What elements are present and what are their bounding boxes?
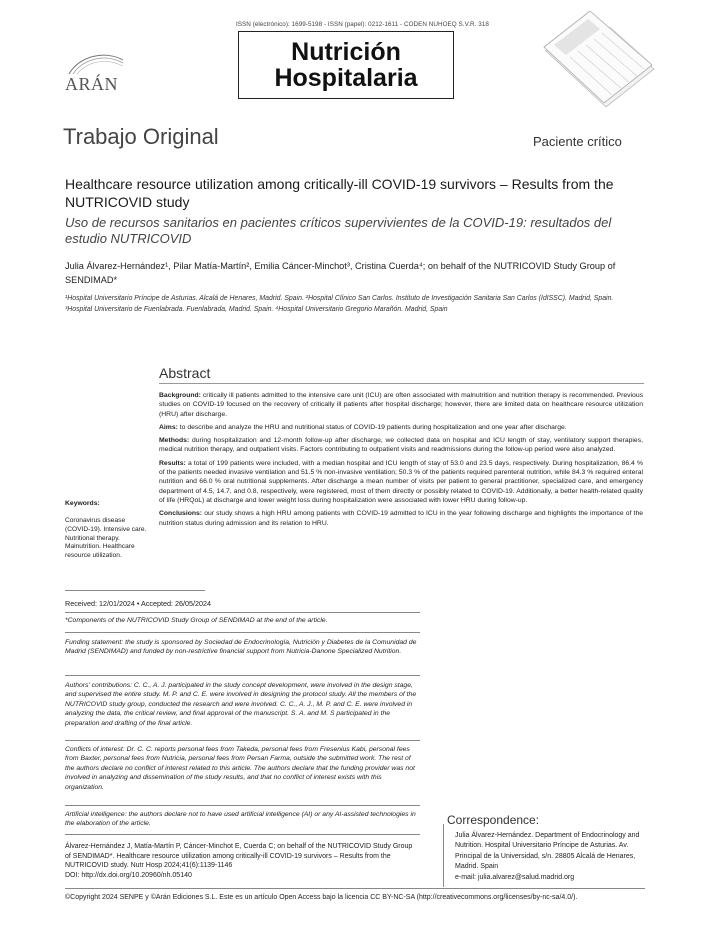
stacked-cover-icon [540,11,658,109]
notes-divider-6 [65,834,420,835]
correspondence-address: Julia Álvarez-Hernández. Department of Endocrinology and Nutrition. Hospital Universitario Príncipe de Asturias. Av. Principal de la Universidad, s/n. 28805 Alcalá de Henares, Madrid. Spain [455,832,640,871]
background-text: critically ill patients admitted to the intensive care unit (ICU) are often associated with malnutrition and nutrition therapy is recommended. Previous studies on COVID-19 focused on the recovery of critically ill patients after hospital discharge; however, there are limited data on healthcare resource utilization (HRU) after discharge. [159,392,643,418]
journal-title-line1: Nutrición [291,38,401,66]
author-list: Julia Álvarez-Hernández¹, Pilar Matía-Martín², Emilia Cáncer-Minchot³, Cristina Cuerda⁴; on behalf of the NUTRICOVID Study Group of SENDIMAD* [65,261,616,285]
arc-logo-icon [65,52,125,76]
abstract-methods [159,436,643,455]
abstract-background [159,391,643,419]
correspondence-heading: Correspondence: [447,813,540,827]
group-note: *Components of the NUTRICOVID Study Group of SENDIMAD at the end of the article. [65,617,328,624]
conclusions-text: our study shows a high HRU among patients with COVID-19 admitted to ICU in the year following discharge and highlights the importance of the nutrition status during admission and its relation to HRU. [159,510,644,527]
footer-divider [65,888,645,889]
conclusions-label: Conclusions: [159,510,203,518]
article-category: Paciente crítico [533,134,622,149]
publisher-logo [65,52,125,98]
citation-block [65,842,420,880]
correspondence-email[interactable]: e-mail: julia.alvarez@salud.madrid.org [455,873,575,881]
ai-statement: Artificial intelligence: the authors declare not to have used artificial intelligence (AI) or any AI-assisted technologies in the elaboration of the article. [65,811,416,828]
results-text: a total of 199 patients were included, with a median hospital and ICU length of stay of 53.0 and 23.5 days, respectively. During hospitalization, 86.4 % of the patients needed invasive ventilation and 51.5 % non-invasive ventilation; 50.3 % of the patients required parenteral nutrition, while 84.3 % required enteral nutrition and 66.0 % oral nutritional supplements. After discharge a mean number of visits per patient to general practitioner, specialized care, and emergency department of 4.5, 14.7, and 0.8, respectively, were registered, most of them directly or possibly related to COVID-19. Additionally, a better health-related quality of life (HRQoL) at discharge and lower weight loss during hospitalization were associated with lower HRU during follow-up. [159,459,644,505]
methods-text: during hospitalization and 12-month follow-up after discharge, we collected data on hospital and ICU length of stay, ventilatory support therapies, medical nutrition therapy, and outpatient visits. Factors contributing to outpatient visits and readmissions during the follow-up period were also analyzed. [159,437,643,454]
notes-divider-2 [65,632,420,633]
abstract-results [159,459,643,506]
conflicts-of-interest: Conflicts of interest: Dr. C. C. reports personal fees from Takeda, personal fees from Fresenius Kabi, personal fees from Baxter, personal fees from Nutricia, personal fees from Persan Farma, outside the submitted work. The rest of the authors declare no conflict of interest related to this article. The authors declare that the funding provider was not involved in analyzing and dissemination of the study results, and that no conflict of interest exists with this organization. [65,746,415,791]
abstract-divider [159,383,644,384]
notes-divider-1 [65,612,420,613]
journal-cover-image [540,11,658,109]
keywords-heading: Keywords: [65,500,100,507]
correspondence-divider [443,824,444,887]
funding-statement: Funding statement: the study is sponsored by Sociedad de Endocrinología, Nutrición y Diabetes de la Comunidad de Madrid (SENDIMAD) and funded by non-restrictive financial support from Nutricia-Danone Specialized Nutrition. [65,639,417,656]
notes-divider-4 [65,740,420,741]
results-label: Results: [159,459,186,467]
abstract-heading: Abstract [159,365,211,381]
notes-divider-3 [65,675,420,676]
article-title-english: Healthcare resource utilization among critically-ill COVID-19 survivors – Results from the NUTRICOVID study [65,176,614,210]
section-title: Trabajo Original [63,124,219,149]
copyright-notice: ©Copyright 2024 SENPE y ©Arán Ediciones S.L. Este es un artículo Open Access bajo la licencia CC BY-NC-SA (http://creativecommons.org/licenses/by-nc-sa/4.0/). [65,894,578,901]
background-label: Background: [159,392,201,399]
keywords-list: Coronavirus disease (COVID-19). Intensive care. Nutritional therapy. Malnutrition. Healthcare resource utilization. [65,517,147,560]
received-accepted-dates: Received: 12/01/2024 • Accepted: 26/05/2024 [65,599,211,608]
author-contributions: Authors' contributions: C. C., A. J. participated in the study concept development, were involved in the design stage, and supervised the entire study. M. P. and C. E. were involved in designing the protocol study. All the members of the NUTRICOVID study group, conducted the research and were involved. C. C., A. J., M. P. and C. E. were involved in analyzing the data, the critical review, and final approval of the manuscript. S. A. and M. S participated in the preparation and drafting of the final article. [65,682,417,727]
methods-label: Methods: [159,437,190,444]
citation-text: Álvarez-Hernández J, Matía-Martín P, Cáncer-Minchot E, Cuerda C; on behalf of the NUTRICOVID Study Group of SENDIMAD*. Healthcare resource utilization among critically-ill COVID-19 survivors – Results from the NUTRICOVID study. Nutr Hosp 2024;41(6):1139-1146 [65,843,413,870]
correspondence-body [455,831,650,883]
dates-divider-top [65,590,205,591]
issn-line: ISSN (electrónico): 1699-5198 - ISSN (papel): 0212-1611 - CODEN NUHOEQ S.V.R. 318 [236,21,489,28]
journal-title-box [238,31,454,99]
article-title-spanish: Uso de recursos sanitarios en pacientes críticos supervivientes de la COVID-19: resultados del estudio NUTRICOVID [65,215,612,246]
abstract-body [159,391,643,532]
abstract-conclusions [159,509,643,528]
notes-divider-5 [65,805,420,806]
aims-text: to describe and analyze the HRU and nutritional status of COVID-19 patients during hospitalization and one year after discharge. [179,423,567,431]
journal-title-line2: Hospitalaria [274,64,418,92]
aims-label: Aims: [159,423,178,431]
doi-link[interactable]: DOI: http://dx.doi.org/10.20960/nh.05140 [65,871,192,879]
publisher-logo-text: ARÁN [65,74,119,94]
affiliations: ¹Hospital Universitario Príncipe de Asturias. Alcalá de Henares, Madrid. Spain. ²Hospital Clínico San Carlos. Instituto de Investigación Sanitaria San Carlos (IdISSC). Madrid, Spain. ³Hospital Universitario de Fuenlabrada. Fuenlabrada, Madrid. Spain. ⁴Hospital Universitario Gregorio Marañón. Madrid, Spain [65,295,614,313]
abstract-aims [159,423,643,432]
